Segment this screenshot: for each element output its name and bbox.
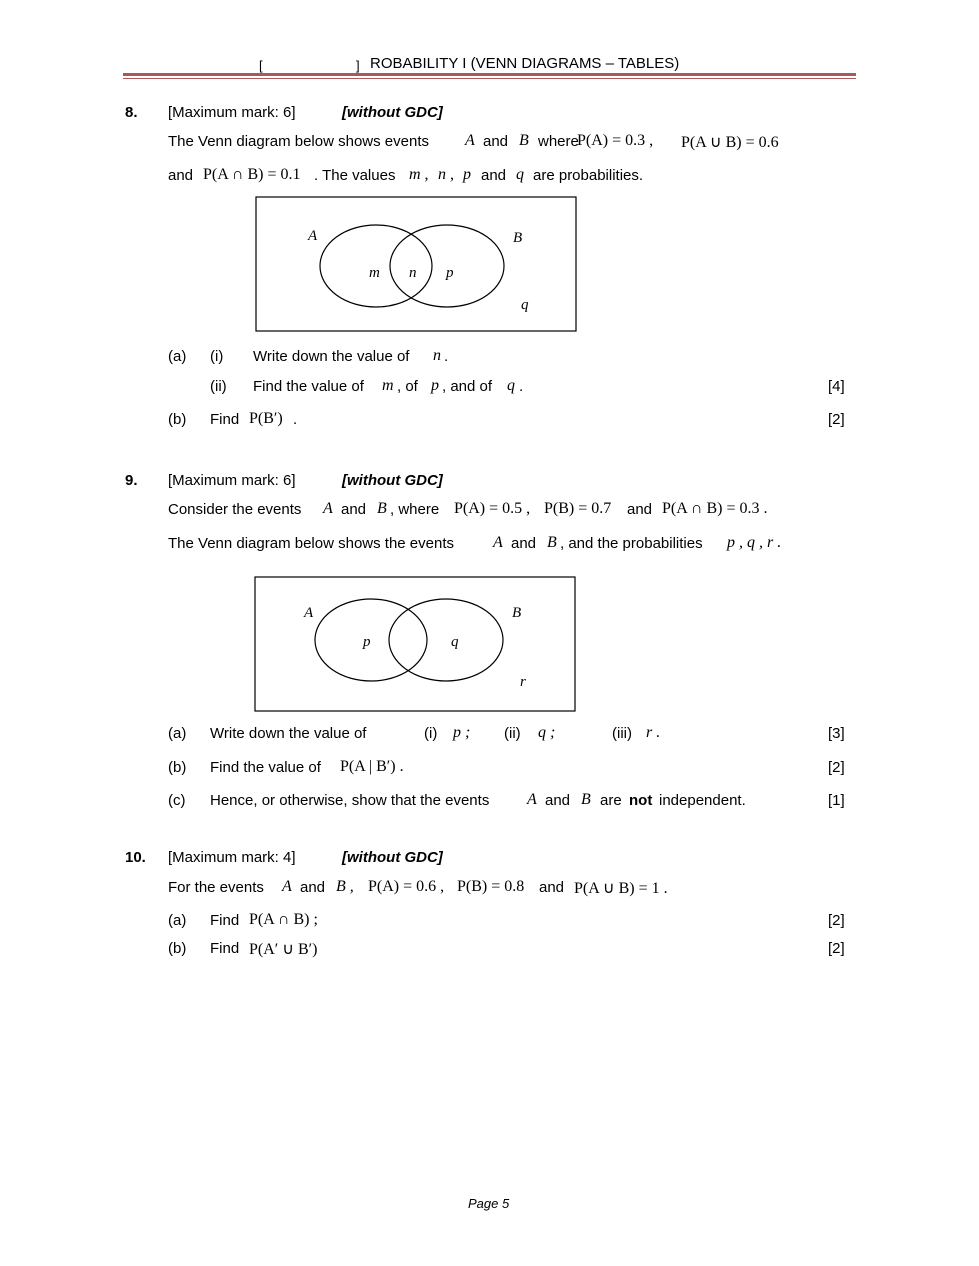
q9-number: 9. — [125, 472, 138, 489]
q8-venn-label-m: m — [369, 265, 380, 281]
q9-pa: P(A) = 0.5 , — [454, 500, 531, 517]
q8-venn-label-A: A — [308, 228, 318, 244]
q9-pint: P(A ∩ B) = 0.3 . — [662, 500, 768, 517]
q9-line1-A: A — [323, 500, 333, 517]
q10-line1-B: B , — [336, 878, 354, 895]
q8-ai-text: Write down the value of — [253, 348, 410, 365]
q8-aii-m: m — [382, 377, 394, 394]
q9-b-label: (b) — [168, 759, 187, 776]
q8-gdc: [without GDC] — [342, 104, 443, 121]
q10-line1-text: For the events — [168, 879, 264, 896]
q9-c-label: (c) — [168, 792, 186, 809]
q8-number: 8. — [125, 104, 138, 121]
q9-venn-label-r: r — [520, 674, 526, 690]
q8-line1-and: and — [483, 133, 509, 150]
q8-venn-label-B: B — [513, 230, 523, 246]
q8-venn-label-n: n — [409, 265, 417, 281]
q10-b-expr: P(A′ ∪ B′) — [249, 941, 318, 958]
q9-venn-label-B: B — [512, 605, 522, 621]
q8-line1-text: The Venn diagram below shows events — [168, 133, 429, 150]
q8-aii-c1: , of — [397, 378, 418, 395]
q8-pint: P(A ∩ B) = 0.1 — [203, 166, 301, 183]
q9-line2-vars: p , q , r . — [727, 534, 782, 551]
q10-a-mark: [2] — [828, 912, 845, 929]
q8-b-end: . — [293, 411, 298, 428]
q8-aii-q: q — [507, 377, 515, 394]
q10-marks: [Maximum mark: 4] — [168, 849, 296, 866]
q9-venn-box — [255, 577, 575, 711]
q8-venn-label-q: q — [521, 297, 529, 313]
q8-line2-end: are probabilities. — [533, 167, 644, 184]
q10-line1-A: A — [282, 878, 292, 895]
q8-var-m: m , — [409, 166, 429, 183]
q9-a-i-var: p ; — [453, 724, 471, 741]
q10-pa: P(A) = 0.6 , — [368, 878, 445, 895]
q9-line1-and: and — [341, 501, 367, 518]
q10-a-text: Find — [210, 912, 240, 929]
q9-line2-A: A — [493, 534, 503, 551]
header-rule-thin — [123, 78, 856, 79]
q8-marks: [Maximum mark: 6] — [168, 104, 296, 121]
page-number: Page 5 — [468, 1196, 510, 1211]
q8-b-text: Find — [210, 411, 240, 428]
q8-aii-text: Find the value of — [253, 378, 364, 395]
q8-venn-label-p: p — [446, 265, 454, 281]
q8-line1-A: A — [465, 132, 475, 149]
q9-c-text: Hence, or otherwise, show that the events — [210, 792, 490, 809]
q9-line2-and: and — [511, 535, 537, 552]
q9-a-iii-label: (iii) — [612, 725, 632, 742]
q8-var-n: n , — [438, 166, 454, 183]
q8-line2-and: and — [168, 167, 194, 184]
header-rule — [123, 73, 856, 76]
q10-b-text: Find — [210, 940, 240, 957]
q9-a-ii-label: (ii) — [504, 725, 521, 742]
q10-number: 10. — [125, 849, 146, 866]
q9-line1-where: , where — [390, 501, 440, 518]
q8-aii-end: . — [519, 378, 524, 395]
q9-line1-B: B — [377, 500, 387, 517]
q8-line1-where: where — [538, 133, 579, 150]
q8-b-mark: [2] — [828, 411, 845, 428]
q10-b-label: (b) — [168, 940, 187, 957]
q9-line2-probs: , and the probabilities — [560, 535, 703, 552]
q10-gdc: [without GDC] — [342, 849, 443, 866]
q8-var-and: and — [481, 167, 507, 184]
q9-marks: [Maximum mark: 6] — [168, 472, 296, 489]
q9-c-B: B — [581, 791, 591, 808]
q9-c-mark: [1] — [828, 792, 845, 809]
q9-pb: P(B) = 0.7 — [544, 500, 612, 517]
header-title: ROBABILITY I (VENN DIAGRAMS – TABLES) — [370, 55, 680, 72]
q8-venn-diagram — [255, 196, 578, 333]
q8-pa: P(A) = 0.3 , — [577, 132, 654, 149]
q8-a-label: (a) — [168, 348, 187, 365]
q9-a-i-label: (i) — [424, 725, 438, 742]
q9-c-not: not — [629, 792, 653, 809]
header-right-bracket: ] — [356, 58, 360, 73]
q8-aii-label: (ii) — [210, 378, 227, 395]
q8-aii-c2: , and of — [442, 378, 493, 395]
q8-b-expr: P(B′) — [249, 410, 283, 427]
q9-c-A: A — [527, 791, 537, 808]
q8-line2-text: . The values — [314, 167, 396, 184]
q10-line1-and2: and — [539, 879, 565, 896]
q9-venn-diagram — [254, 576, 577, 713]
q8-ai-label: (i) — [210, 348, 224, 365]
q8-aii-p: p — [431, 377, 439, 394]
q8-b-label: (b) — [168, 411, 187, 428]
q8-line1-B: B — [519, 132, 529, 149]
q10-pu: P(A ∪ B) = 1 . — [574, 880, 668, 897]
q9-a-text: Write down the value of — [210, 725, 367, 742]
q8-var-p: p — [463, 166, 471, 183]
q8-pab: P(A ∪ B) = 0.6 — [681, 134, 779, 151]
header-left-bracket: [ — [259, 58, 263, 73]
q10-line1-and: and — [300, 879, 326, 896]
q10-pb: P(B) = 0.8 — [457, 878, 525, 895]
q9-line2-B: B — [547, 534, 557, 551]
q8-a-mark: [4] — [828, 378, 845, 395]
q9-venn-label-p: p — [363, 634, 371, 650]
q9-circle-A — [315, 599, 427, 681]
q9-a-label: (a) — [168, 725, 187, 742]
q9-b-text: Find the value of — [210, 759, 321, 776]
q9-b-mark: [2] — [828, 759, 845, 776]
q9-c-are: are — [600, 792, 622, 809]
q10-a-label: (a) — [168, 912, 187, 929]
q8-ai-var: n — [433, 347, 441, 364]
q9-b-expr: P(A | B′) . — [340, 758, 404, 775]
q9-venn-label-q: q — [451, 634, 459, 650]
q9-gdc: [without GDC] — [342, 472, 443, 489]
q9-line1-text: Consider the events — [168, 501, 302, 518]
q9-line2-text: The Venn diagram below shows the events — [168, 535, 455, 552]
q9-a-iii-var: r . — [646, 724, 661, 741]
q10-b-mark: [2] — [828, 940, 845, 957]
q10-a-expr: P(A ∩ B) ; — [249, 911, 318, 928]
q9-venn-label-A: A — [304, 605, 314, 621]
q8-var-q: q — [516, 166, 524, 183]
q8-ai-end: . — [444, 348, 449, 365]
q9-circle-B — [389, 599, 503, 681]
q9-c-and: and — [545, 792, 571, 809]
q9-c-end: independent. — [659, 792, 746, 809]
q9-line1-and2: and — [627, 501, 653, 518]
q9-a-mark: [3] — [828, 725, 845, 742]
q9-a-ii-var: q ; — [538, 724, 556, 741]
